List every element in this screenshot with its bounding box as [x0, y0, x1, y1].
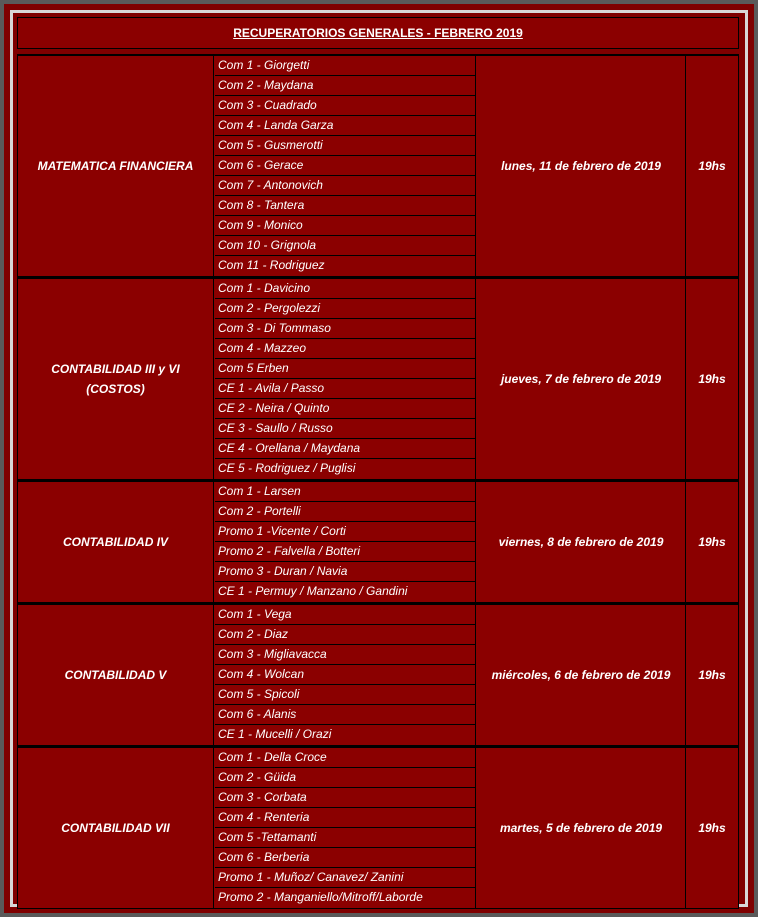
group-row: Com 2 - Diaz — [215, 625, 476, 645]
group-row: Com 4 - Renteria — [215, 808, 476, 828]
exam-date: lunes, 11 de febrero de 2019 — [477, 56, 686, 276]
group-row: CE 2 - Neira / Quinto — [215, 399, 476, 419]
group-list — [215, 482, 476, 602]
exam-time: 19hs — [698, 535, 726, 549]
group-row: CE 1 - Avila / Passo — [215, 379, 476, 399]
group-row: Promo 1 -Vicente / Corti — [215, 522, 476, 542]
group-row: Com 5 Erben — [215, 359, 476, 379]
group-row: Com 3 - Di Tommaso — [215, 319, 476, 339]
group-row: Com 2 - Güida — [215, 768, 476, 788]
group-row: Com 1 - Vega — [215, 605, 476, 625]
schedule-section — [18, 746, 738, 909]
schedule-section — [18, 54, 738, 277]
group-row: Com 8 - Tantera — [215, 196, 476, 216]
group-list — [215, 56, 476, 276]
subject-name: CONTABILIDAD III y VI (COSTOS) — [18, 279, 214, 479]
group-row: Com 5 - Gusmerotti — [215, 136, 476, 156]
group-row: Promo 2 - Manganiello/Mitroff/Laborde — [215, 888, 476, 908]
exam-time: 19hs — [698, 821, 726, 835]
group-row: Com 1 - Della Croce — [215, 748, 476, 768]
subject-name: CONTABILIDAD IV — [18, 482, 214, 602]
group-row: CE 1 - Mucelli / Orazi — [215, 725, 476, 745]
group-row: Com 2 - Portelli — [215, 502, 476, 522]
group-row: Com 4 - Mazzeo — [215, 339, 476, 359]
group-row: Com 10 - Grignola — [215, 236, 476, 256]
group-row: Com 5 -Tettamanti — [215, 828, 476, 848]
group-row: Com 1 - Larsen — [215, 482, 476, 502]
group-row: Com 6 - Alanis — [215, 705, 476, 725]
exam-date: viernes, 8 de febrero de 2019 — [477, 482, 686, 602]
page-title: RECUPERATORIOS GENERALES - FEBRERO 2019 — [17, 17, 739, 49]
group-row: Promo 1 - Muñoz/ Canavez/ Zanini — [215, 868, 476, 888]
schedule-section — [18, 480, 738, 603]
exam-date: martes, 5 de febrero de 2019 — [477, 748, 686, 908]
group-row: Com 3 - Corbata — [215, 788, 476, 808]
subject-name: CONTABILIDAD V — [18, 605, 214, 745]
group-row: Com 2 - Pergolezzi — [215, 299, 476, 319]
group-row: Promo 3 - Duran / Navia — [215, 562, 476, 582]
group-row: Com 7 - Antonovich — [215, 176, 476, 196]
group-row: Com 1 - Davicino — [215, 279, 476, 299]
group-row: CE 5 - Rodriguez / Puglisi — [215, 459, 476, 479]
subject-name: MATEMATICA FINANCIERA — [18, 56, 214, 276]
exam-time: 19hs — [698, 159, 726, 173]
group-row: Com 11 - Rodriguez — [215, 256, 476, 276]
group-row: Com 4 - Landa Garza — [215, 116, 476, 136]
schedule-table — [17, 54, 739, 909]
group-row: Com 6 - Gerace — [215, 156, 476, 176]
schedule-section — [18, 277, 738, 480]
exam-date: jueves, 7 de febrero de 2019 — [477, 279, 686, 479]
group-row: Com 5 - Spicoli — [215, 685, 476, 705]
group-row: Com 6 - Berberia — [215, 848, 476, 868]
group-list — [215, 605, 476, 745]
group-list — [215, 748, 476, 908]
group-row: CE 4 - Orellana / Maydana — [215, 439, 476, 459]
group-row: CE 3 - Saullo / Russo — [215, 419, 476, 439]
group-row: Com 3 - Cuadrado — [215, 96, 476, 116]
group-row: CE 1 - Permuy / Manzano / Gandini — [215, 582, 476, 602]
group-row: Com 3 - Migliavacca — [215, 645, 476, 665]
group-row: Com 1 - Giorgetti — [215, 56, 476, 76]
schedule-section — [18, 603, 738, 746]
group-row: Com 9 - Monico — [215, 216, 476, 236]
group-row: Com 2 - Maydana — [215, 76, 476, 96]
exam-date: miércoles, 6 de febrero de 2019 — [477, 605, 686, 745]
group-row: Com 4 - Wolcan — [215, 665, 476, 685]
exam-time: 19hs — [698, 372, 726, 386]
exam-time: 19hs — [698, 668, 726, 682]
group-row: Promo 2 - Falvella / Botteri — [215, 542, 476, 562]
group-list — [215, 279, 476, 479]
subject-name: CONTABILIDAD VII — [18, 748, 214, 908]
